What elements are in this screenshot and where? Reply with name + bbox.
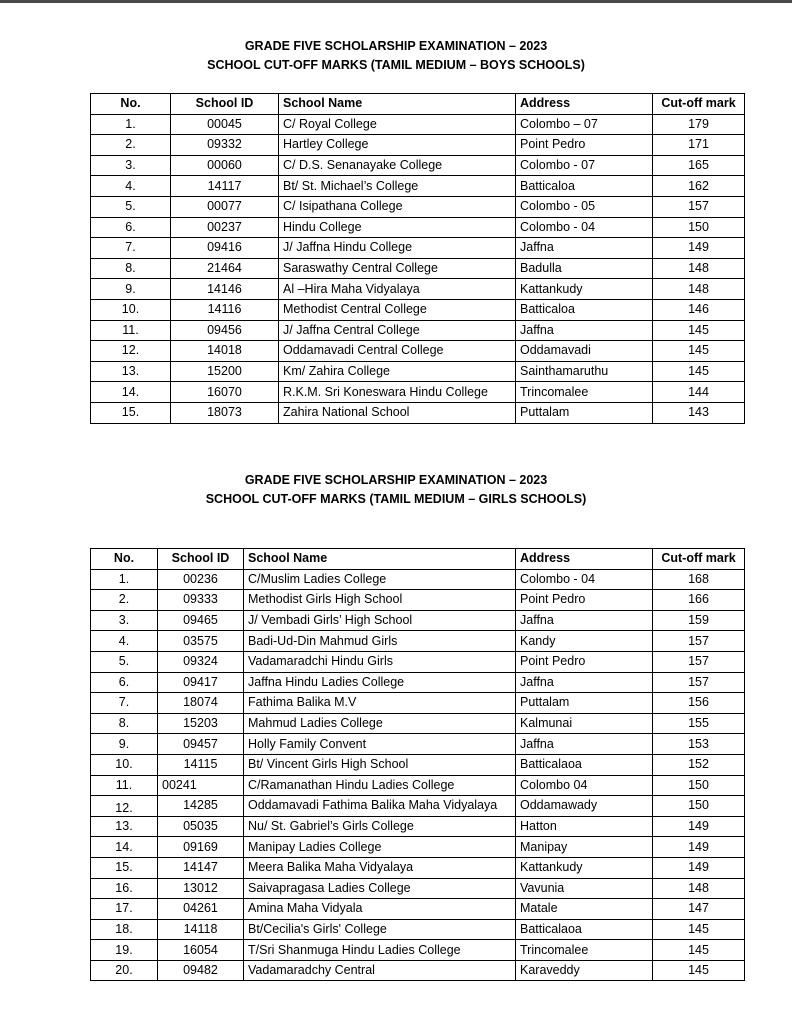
cell-no: 7.: [91, 238, 171, 259]
cell-cutoff-mark: 150: [653, 217, 745, 238]
cell-address: Batticaloa: [516, 299, 653, 320]
table-row: [91, 960, 745, 981]
cell-school-name: C/Ramanathan Hindu Ladies College: [244, 775, 516, 796]
cell-no: 9.: [91, 279, 171, 300]
cell-address: Batticaloa: [516, 176, 653, 197]
cell-school-id: 14115: [158, 754, 244, 775]
table-row: [91, 114, 745, 135]
cell-school-name: Saivapragasa Ladies College: [244, 878, 516, 899]
cell-no: 15.: [91, 402, 171, 423]
cell-school-name: Vadamaradchy Central: [244, 960, 516, 981]
cell-no: 3.: [91, 610, 158, 631]
cell-cutoff-mark: 148: [653, 279, 745, 300]
cell-address: Jaffna: [516, 610, 653, 631]
cell-cutoff-mark: 156: [653, 693, 745, 714]
cell-school-name: Holly Family Convent: [244, 734, 516, 755]
table-row: [91, 402, 745, 423]
cell-school-name: Methodist Girls High School: [244, 590, 516, 611]
cell-school-id: 05035: [158, 816, 244, 837]
cell-school-id: 16070: [171, 382, 279, 403]
cell-cutoff-mark: 168: [653, 569, 745, 590]
header-school-name: School Name: [244, 549, 516, 570]
table-row: [91, 279, 745, 300]
cell-school-id: 14285: [158, 796, 244, 817]
cell-school-name: Saraswathy Central College: [279, 258, 516, 279]
cell-no: 11.: [91, 320, 171, 341]
table-row: [91, 217, 745, 238]
cell-cutoff-mark: 149: [653, 816, 745, 837]
cell-school-name: Amina Maha Vidyala: [244, 899, 516, 920]
cell-school-name: Badi-Ud-Din Mahmud Girls: [244, 631, 516, 652]
cell-cutoff-mark: 148: [653, 258, 745, 279]
cell-no: 14.: [91, 382, 171, 403]
header-school-id: School ID: [158, 549, 244, 570]
cell-school-id: 09417: [158, 672, 244, 693]
cell-no: 12.: [91, 796, 158, 817]
table-header-row: [91, 94, 745, 115]
cell-address: Trincomalee: [516, 940, 653, 961]
cell-cutoff-mark: 145: [653, 341, 745, 362]
header-address: Address: [516, 549, 653, 570]
cell-no: 5.: [91, 651, 158, 672]
table-row: [91, 341, 745, 362]
cell-school-id: 09169: [158, 837, 244, 858]
cell-school-name: Bt/ St. Michael’s College: [279, 176, 516, 197]
cell-cutoff-mark: 145: [653, 940, 745, 961]
cell-no: 3.: [91, 155, 171, 176]
cell-school-name: Fathima Balika M.V: [244, 693, 516, 714]
cell-cutoff-mark: 145: [653, 919, 745, 940]
table-row: [91, 857, 745, 878]
table-row: [91, 713, 745, 734]
cell-address: Hatton: [516, 816, 653, 837]
table-row: [91, 176, 745, 197]
cell-school-id: 15203: [158, 713, 244, 734]
cell-school-id: 18074: [158, 693, 244, 714]
cell-address: Oddamawady: [516, 796, 653, 817]
cell-school-id: 00237: [171, 217, 279, 238]
table-row: [91, 837, 745, 858]
cell-school-name: Km/ Zahira College: [279, 361, 516, 382]
cell-address: Badulla: [516, 258, 653, 279]
cell-school-id: 00077: [171, 196, 279, 217]
cell-no: 7.: [91, 693, 158, 714]
table-row: [91, 754, 745, 775]
cell-school-id: 04261: [158, 899, 244, 920]
boys-title-line2: SCHOOL CUT-OFF MARKS (TAMIL MEDIUM – BOYS SCHOOLS): [207, 58, 585, 72]
cell-no: 5.: [91, 196, 171, 217]
cell-cutoff-mark: 147: [653, 899, 745, 920]
girls-title-line2: SCHOOL CUT-OFF MARKS (TAMIL MEDIUM – GIRLS SCHOOLS): [205, 492, 587, 506]
cell-cutoff-mark: 162: [653, 176, 745, 197]
cell-cutoff-mark: 149: [653, 238, 745, 259]
cell-school-name: C/ Isipathana College: [279, 196, 516, 217]
cell-school-name: J/ Jaffna Hindu College: [279, 238, 516, 259]
header-no: No.: [91, 549, 158, 570]
cell-cutoff-mark: 150: [653, 775, 745, 796]
cell-school-id: 14117: [171, 176, 279, 197]
table-row: [91, 382, 745, 403]
cell-address: Sainthamaruthu: [516, 361, 653, 382]
cell-address: Manipay: [516, 837, 653, 858]
cell-school-id: 09332: [171, 135, 279, 156]
cell-cutoff-mark: 157: [653, 651, 745, 672]
window-top-bar: [0, 0, 792, 3]
cell-cutoff-mark: 157: [653, 196, 745, 217]
cell-school-name: Zahira National School: [279, 402, 516, 423]
cell-address: Jaffna: [516, 672, 653, 693]
cell-cutoff-mark: 145: [653, 320, 745, 341]
cell-cutoff-mark: 166: [653, 590, 745, 611]
table-row: [91, 155, 745, 176]
cell-address: Colombo - 07: [516, 155, 653, 176]
boys-cutoff-table: [90, 93, 745, 424]
cell-school-name: Jaffna Hindu Ladies College: [244, 672, 516, 693]
cell-address: Puttalam: [516, 693, 653, 714]
cell-no: 6.: [91, 672, 158, 693]
cell-no: 9.: [91, 734, 158, 755]
table-row: [91, 320, 745, 341]
cell-school-id: 21464: [171, 258, 279, 279]
cell-address: Point Pedro: [516, 590, 653, 611]
cell-school-name: Vadamaradchi Hindu Girls: [244, 651, 516, 672]
cell-school-name: Mahmud Ladies College: [244, 713, 516, 734]
cell-no: 6.: [91, 217, 171, 238]
table-row: [91, 299, 745, 320]
cell-address: Colombo - 04: [516, 569, 653, 590]
cell-cutoff-mark: 179: [653, 114, 745, 135]
header-school-name: School Name: [279, 94, 516, 115]
cell-cutoff-mark: 165: [653, 155, 745, 176]
cell-school-name: Al –Hira Maha Vidyalaya: [279, 279, 516, 300]
cell-cutoff-mark: 157: [653, 631, 745, 652]
table-row: [91, 135, 745, 156]
cell-address: Kandy: [516, 631, 653, 652]
table-row: [91, 238, 745, 259]
cell-school-id: 09456: [171, 320, 279, 341]
cell-school-name: Bt/Cecilia's Girls' College: [244, 919, 516, 940]
cell-school-id: 13012: [158, 878, 244, 899]
cell-school-id: 09457: [158, 734, 244, 755]
cell-school-name: C/ Royal College: [279, 114, 516, 135]
cell-no: 11.: [91, 775, 158, 796]
cell-cutoff-mark: 145: [653, 960, 745, 981]
cell-no: 2.: [91, 135, 171, 156]
cell-school-id: 03575: [158, 631, 244, 652]
cell-cutoff-mark: 149: [653, 857, 745, 878]
cell-school-id: 00241: [158, 775, 244, 796]
cell-school-name: Manipay Ladies College: [244, 837, 516, 858]
cell-school-id: 00045: [171, 114, 279, 135]
cell-school-id: 14116: [171, 299, 279, 320]
cell-address: Kattankudy: [516, 279, 653, 300]
cell-address: Kattankudy: [516, 857, 653, 878]
cell-no: 10.: [91, 754, 158, 775]
cell-address: Colombo - 04: [516, 217, 653, 238]
table-row: [91, 610, 745, 631]
table-row: [91, 796, 745, 817]
cell-address: Colombo – 07: [516, 114, 653, 135]
header-no: No.: [91, 94, 171, 115]
cell-address: Jaffna: [516, 238, 653, 259]
cell-school-name: R.K.M. Sri Koneswara Hindu College: [279, 382, 516, 403]
cell-no: 12.: [91, 341, 171, 362]
cell-cutoff-mark: 149: [653, 837, 745, 858]
cell-school-name: C/ D.S. Senanayake College: [279, 155, 516, 176]
cell-school-id: 14118: [158, 919, 244, 940]
girls-cutoff-table: [90, 548, 745, 981]
table-row: [91, 590, 745, 611]
cell-school-id: 14146: [171, 279, 279, 300]
cell-school-id: 09333: [158, 590, 244, 611]
table-row: [91, 672, 745, 693]
cell-cutoff-mark: 171: [653, 135, 745, 156]
table-row: [91, 631, 745, 652]
cell-cutoff-mark: 143: [653, 402, 745, 423]
cell-address: Trincomalee: [516, 382, 653, 403]
table-row: [91, 734, 745, 755]
table-row: [91, 940, 745, 961]
cell-no: 4.: [91, 176, 171, 197]
cell-no: 8.: [91, 258, 171, 279]
table-row: [91, 196, 745, 217]
cell-address: Kalmunai: [516, 713, 653, 734]
cell-school-id: 14018: [171, 341, 279, 362]
cell-address: Batticalaoa: [516, 754, 653, 775]
cell-school-id: 15200: [171, 361, 279, 382]
cell-school-id: 18073: [171, 402, 279, 423]
cell-cutoff-mark: 152: [653, 754, 745, 775]
cell-no: 17.: [91, 899, 158, 920]
cell-school-name: J/ Jaffna Central College: [279, 320, 516, 341]
cell-school-name: Oddamavadi Central College: [279, 341, 516, 362]
table-row: [91, 693, 745, 714]
girls-title-line1: GRADE FIVE SCHOLARSHIP EXAMINATION – 2023: [244, 473, 548, 487]
table-row: [91, 361, 745, 382]
cell-address: Colombo - 05: [516, 196, 653, 217]
header-school-id: School ID: [171, 94, 279, 115]
cell-school-name: Meera Balika Maha Vidyalaya: [244, 857, 516, 878]
cell-no: 4.: [91, 631, 158, 652]
cell-address: Matale: [516, 899, 653, 920]
header-cutoff-mark: Cut-off mark: [653, 94, 745, 115]
cell-cutoff-mark: 144: [653, 382, 745, 403]
table-row: [91, 878, 745, 899]
cell-address: Batticalaoa: [516, 919, 653, 940]
cell-school-id: 00236: [158, 569, 244, 590]
cell-address: Point Pedro: [516, 135, 653, 156]
table-row: [91, 919, 745, 940]
cell-address: Point Pedro: [516, 651, 653, 672]
table-row: [91, 816, 745, 837]
cell-address: Vavunia: [516, 878, 653, 899]
cell-school-name: Bt/ Vincent Girls High School: [244, 754, 516, 775]
girls-section-title: [0, 471, 792, 509]
cell-cutoff-mark: 150: [653, 796, 745, 817]
cell-school-name: Nu/ St. Gabriel’s Girls College: [244, 816, 516, 837]
cell-no: 10.: [91, 299, 171, 320]
header-address: Address: [516, 94, 653, 115]
cell-cutoff-mark: 146: [653, 299, 745, 320]
cell-no: 8.: [91, 713, 158, 734]
cell-no: 20.: [91, 960, 158, 981]
table-row: [91, 899, 745, 920]
cell-school-id: 09465: [158, 610, 244, 631]
cell-cutoff-mark: 155: [653, 713, 745, 734]
cell-address: Oddamavadi: [516, 341, 653, 362]
cell-no: 13.: [91, 816, 158, 837]
cell-school-name: T/Sri Shanmuga Hindu Ladies College: [244, 940, 516, 961]
table-row: [91, 775, 745, 796]
boys-section-title: [0, 37, 792, 75]
cell-no: 2.: [91, 590, 158, 611]
cell-school-name: C/Muslim Ladies College: [244, 569, 516, 590]
cell-school-id: 16054: [158, 940, 244, 961]
cell-address: Colombo 04: [516, 775, 653, 796]
cell-school-name: J/ Vembadi Girls’ High School: [244, 610, 516, 631]
cell-address: Jaffna: [516, 320, 653, 341]
cell-no: 14.: [91, 837, 158, 858]
cell-school-name: Oddamavadi Fathima Balika Maha Vidyalaya: [244, 796, 516, 817]
cell-no: 13.: [91, 361, 171, 382]
table-header-row: [91, 549, 745, 570]
table-row: [91, 258, 745, 279]
cell-no: 18.: [91, 919, 158, 940]
header-cutoff-mark: Cut-off mark: [653, 549, 745, 570]
cell-school-id: 00060: [171, 155, 279, 176]
cell-no: 1.: [91, 114, 171, 135]
cell-no: 15.: [91, 857, 158, 878]
cell-cutoff-mark: 157: [653, 672, 745, 693]
table-row: [91, 651, 745, 672]
cell-school-id: 09324: [158, 651, 244, 672]
cell-school-id: 09482: [158, 960, 244, 981]
cell-school-name: Hindu College: [279, 217, 516, 238]
cell-cutoff-mark: 153: [653, 734, 745, 755]
cell-school-name: Methodist Central College: [279, 299, 516, 320]
cell-address: Jaffna: [516, 734, 653, 755]
cell-school-name: Hartley College: [279, 135, 516, 156]
cell-school-id: 14147: [158, 857, 244, 878]
cell-school-id: 09416: [171, 238, 279, 259]
cell-cutoff-mark: 148: [653, 878, 745, 899]
table-row: [91, 569, 745, 590]
cell-no: 19.: [91, 940, 158, 961]
cell-address: Karaveddy: [516, 960, 653, 981]
cell-cutoff-mark: 145: [653, 361, 745, 382]
cell-cutoff-mark: 159: [653, 610, 745, 631]
cell-no: 1.: [91, 569, 158, 590]
cell-address: Puttalam: [516, 402, 653, 423]
boys-title-line1: GRADE FIVE SCHOLARSHIP EXAMINATION – 2023: [244, 39, 548, 53]
cell-no: 16.: [91, 878, 158, 899]
